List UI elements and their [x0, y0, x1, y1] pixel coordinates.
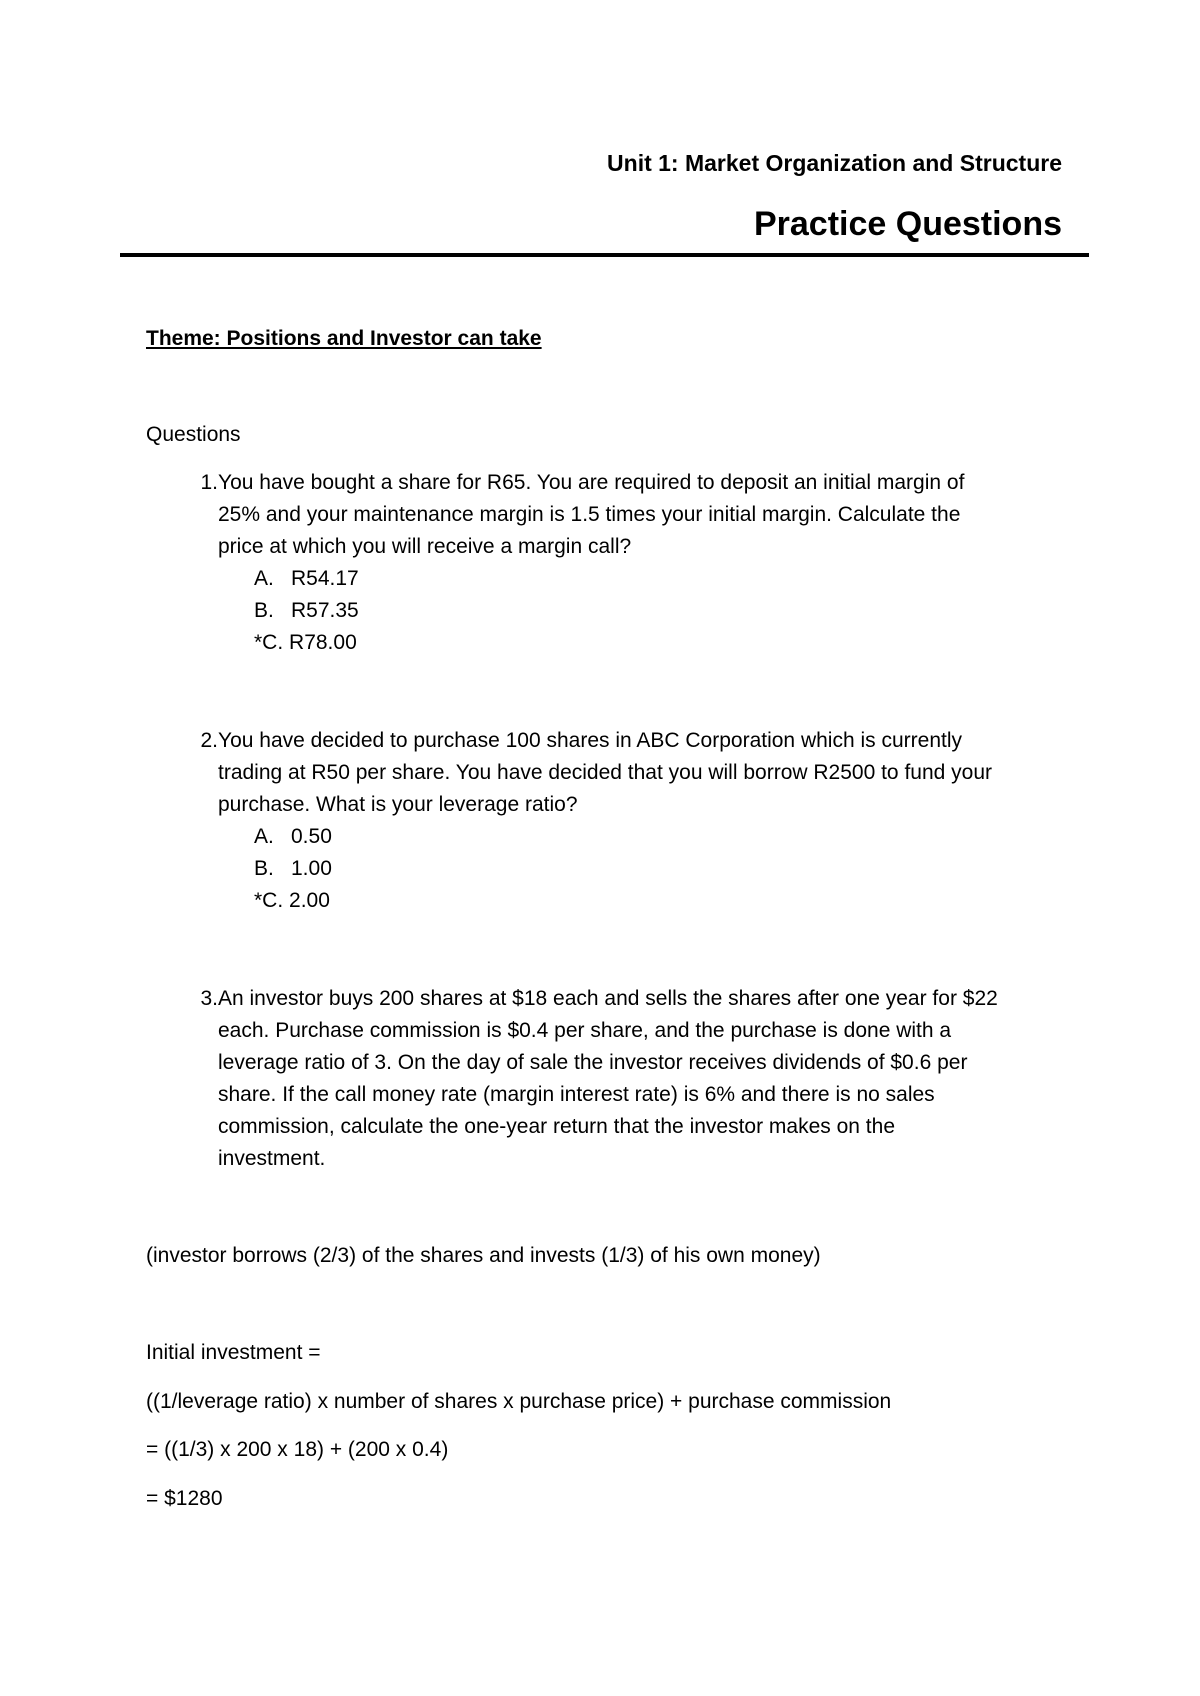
initial-investment-label: Initial investment =: [146, 1341, 321, 1364]
header-divider: [120, 253, 1089, 257]
question-text-line: purchase. What is your leverage ratio?: [218, 793, 578, 816]
question-number: 3.: [200, 987, 218, 1010]
unit-heading: Unit 1: Market Organization and Structure: [607, 150, 1062, 176]
answer-option: [254, 821, 1066, 853]
calculation-step: = ((1/3) x 200 x 18) + (200 x 0.4): [146, 1438, 449, 1461]
answer-option: [254, 853, 1066, 885]
option-text: R78.00: [289, 631, 357, 654]
question-text-line: You have decided to purchase 100 shares in ABC Corporation which is currently: [218, 729, 962, 752]
question-text-line: You have bought a share for R65. You are required to deposit an initial margin of: [218, 471, 965, 494]
option-letter: B.: [254, 599, 274, 622]
answer-options: [254, 821, 1066, 917]
page-title: Practice Questions: [753, 205, 1062, 243]
question-text-line: An investor buys 200 shares at $18 each and sells the shares after one year for $22: [218, 987, 998, 1010]
question-text-line: share. If the call money rate (margin interest rate) is 6% and there is no sales: [218, 1083, 935, 1106]
option-letter: A.: [254, 567, 274, 590]
option-text: R54.17: [291, 567, 359, 590]
question-2: [146, 725, 1066, 917]
option-text: 1.00: [291, 857, 332, 880]
question-text-line: investment.: [218, 1147, 326, 1170]
question-3: [146, 983, 1066, 1175]
theme-heading: Theme: Positions and Investor can take: [146, 327, 542, 350]
question-text-line: each. Purchase commission is $0.4 per share, and the purchase is done with a: [218, 1019, 952, 1042]
question-number: 2.: [200, 729, 218, 752]
initial-investment-formula: ((1/leverage ratio) x number of shares x purchase price) + purchase commission: [146, 1390, 892, 1413]
option-letter: A.: [254, 825, 274, 848]
option-letter: *C.: [254, 631, 284, 654]
option-letter: *C.: [254, 889, 284, 912]
answer-option: [254, 563, 1066, 595]
option-letter: B.: [254, 857, 274, 880]
question-1: [146, 467, 1066, 659]
question-text-line: leverage ratio of 3. On the day of sale the investor receives dividends of $0.6 per: [218, 1051, 968, 1074]
answer-options: [254, 563, 1066, 659]
question-text-line: price at which you will receive a margin call?: [218, 535, 632, 558]
solution-note: (investor borrows (2/3) of the shares and invests (1/3) of his own money): [146, 1244, 821, 1267]
calculation-result: = $1280: [146, 1487, 223, 1510]
question-text-line: trading at R50 per share. You have decided that you will borrow R2500 to fund your: [218, 761, 992, 784]
option-text: 2.00: [289, 889, 330, 912]
question-number: 1.: [200, 471, 218, 494]
option-text: 0.50: [291, 825, 332, 848]
answer-option: [254, 595, 1066, 627]
question-text-line: commission, calculate the one-year return that the investor makes on the: [218, 1115, 896, 1138]
option-text: R57.35: [291, 599, 359, 622]
question-text-line: 25% and your maintenance margin is 1.5 times your initial margin. Calculate the: [218, 503, 961, 526]
answer-option-correct: [254, 885, 1066, 917]
answer-option-correct: [254, 627, 1066, 659]
questions-heading: Questions: [146, 423, 241, 446]
